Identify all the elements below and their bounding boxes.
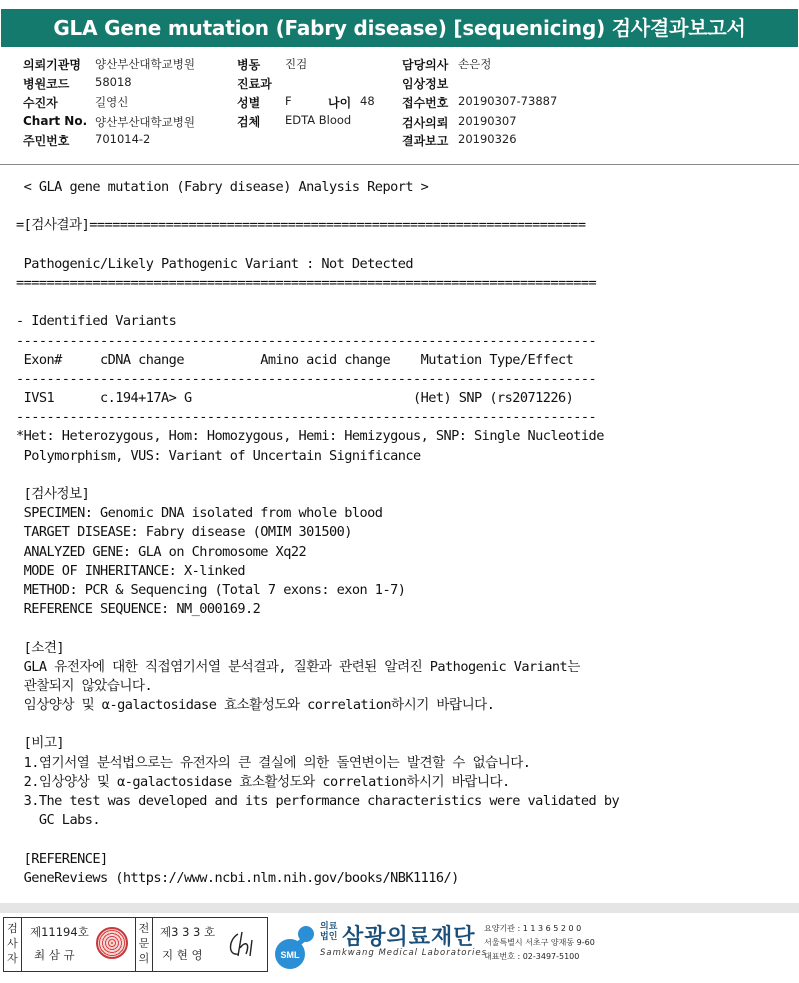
report-line: 관찰되지 않았습니다. (16, 677, 153, 694)
clinical-info-label: 임상정보 (402, 77, 449, 91)
report-line (16, 466, 786, 485)
report-line (16, 619, 786, 638)
hospital-code-value: 58018 (95, 75, 132, 89)
examiner-name: 최 삼 규 (34, 948, 75, 962)
ward-label: 병동 (237, 58, 261, 72)
report-line: =[검사결과]================================================================= (16, 217, 586, 234)
sex-label: 성별 (237, 96, 261, 110)
logo-text: SML (280, 950, 300, 960)
result-date-label: 결과보고 (402, 134, 449, 148)
age-value: 48 (360, 94, 375, 108)
institution-label: 의뢰기관명 (23, 58, 81, 72)
foundation-english-name: Samkwang Medical Laboratories (320, 948, 488, 958)
seal-stamp-icon (96, 927, 128, 959)
report-line: SPECIMEN: Genomic DNA isolated from whole blood (16, 505, 383, 522)
report-title: GLA Gene mutation (Fabry disease) [sequenicing) 검사결과보고서 (1, 9, 798, 47)
contact-info (484, 922, 595, 964)
report-line: Exon# cDNA change Amino acid change Mutation Type/Effect (16, 351, 574, 368)
doctor-label: 담당의사 (402, 58, 449, 72)
report-line: [검사정보] (16, 486, 90, 502)
specimen-value: EDTA Blood (285, 113, 352, 127)
request-date-value: 20190307 (458, 114, 517, 128)
report-line: Pathogenic/Likely Pathogenic Variant : Not Detected (16, 255, 413, 272)
patient-info-block (0, 55, 799, 155)
report-line: REFERENCE SEQUENCE: NM_000169.2 (16, 601, 261, 618)
report-line: MODE OF INHERITANCE: X-linked (16, 562, 246, 579)
report-line: 1.염기서열 분석법으로는 유전자의 큰 결실에 의한 돌연변이는 발견할 수 없습니다. (16, 754, 531, 771)
report-line: ---------------------------------------------------------------------------- (16, 409, 597, 426)
ward-value: 진검 (285, 57, 308, 71)
report-line (16, 197, 786, 216)
report-line: GLA 유전자에 대한 직접염기서열 분석결과, 질환과 관련된 알려진 Pathogenic Variant는 (16, 658, 580, 675)
specialist-vertical-label: 전 문 의 (135, 918, 153, 971)
specialist-license-no: 제3 3 3 호 (160, 925, 216, 939)
chart-no-value: 양산부산대학교병원 (95, 115, 195, 129)
report-line (16, 236, 786, 255)
hospital-code-label: 병원코드 (23, 77, 70, 91)
report-line: TARGET DISEASE: Fabry disease (OMIM 301500) (16, 524, 352, 541)
report-line: [비고] (16, 735, 65, 752)
report-line (16, 293, 786, 312)
foundation-type: 의료 법인 (320, 922, 338, 942)
report-line: *Het: Heterozygous, Hom: Homozygous, Hemi: Hemizygous, SNP: Single Nucleotide (16, 428, 604, 445)
receipt-no-label: 접수번호 (402, 96, 449, 110)
sex-value: F (285, 94, 292, 108)
header-divider (0, 164, 799, 165)
specialist-name: 지 현 영 (162, 948, 203, 962)
examiner-vertical-label: 검 사 자 (4, 918, 22, 971)
report-line: - Identified Variants (16, 313, 177, 330)
report-line: GeneReviews (https://www.ncbi.nlm.nih.gov/books/NBK1116/) (16, 869, 459, 886)
patient-label: 수진자 (23, 96, 58, 110)
result-date-value: 20190326 (458, 132, 517, 146)
report-line: [REFERENCE] (16, 850, 108, 867)
age-label: 나이 (328, 96, 352, 110)
dept-label: 진료과 (237, 77, 272, 91)
report-line: GC Labs. (16, 812, 100, 829)
institution-number: 요양기관 : 1 1 3 6 5 2 0 0 (484, 924, 582, 933)
report-line: 임상양상 및 α-galactosidase 효소활성도와 correlation하시기 바랍니다. (16, 697, 495, 714)
report-line: Polymorphism, VUS: Variant of Uncertain Significance (16, 447, 421, 464)
address: 서울특별시 서초구 양재동 9-60 (484, 938, 595, 947)
report-line (16, 715, 786, 734)
signature-box (3, 917, 268, 972)
examiner-license-no: 제11194호 (30, 925, 89, 939)
specimen-label: 검체 (237, 115, 261, 129)
resident-no-value: 701014-2 (95, 132, 151, 146)
footer-separator (0, 903, 799, 913)
resident-no-label: 주민번호 (23, 134, 70, 148)
chart-no-label: Chart No. (23, 114, 88, 128)
report-line: IVS1 c.194+17A> G (Het) SNP (rs2071226) (16, 390, 574, 407)
phone: 대표번호 : 02-3497-5100 (484, 952, 580, 961)
report-line: < GLA gene mutation (Fabry disease) Analysis Report > (16, 179, 429, 195)
signature-icon (224, 926, 260, 962)
report-line: 3.The test was developed and its performance characteristics were validated by (16, 793, 620, 809)
report-line: ANALYZED GENE: GLA on Chromosome Xq22 (16, 543, 307, 560)
report-line: METHOD: PCR & Sequencing (Total 7 exons: exon 1-7) (16, 581, 406, 598)
report-line: ---------------------------------------------------------------------------- (16, 332, 597, 349)
report-line: [소견] (16, 639, 65, 656)
patient-value: 길영신 (95, 95, 129, 109)
report-body (16, 178, 786, 898)
report-line: ---------------------------------------------------------------------------- (16, 370, 597, 387)
institution-value: 양산부산대학교병원 (95, 57, 195, 71)
request-date-label: 검사의뢰 (402, 116, 449, 130)
doctor-value: 손은정 (458, 57, 492, 71)
foundation-name: 삼광의료재단 (342, 925, 476, 950)
report-line (16, 830, 786, 849)
report-line: ============================================================================ (16, 274, 597, 291)
report-line: 2.임상양상 및 α-galactosidase 효소활성도와 correlation하시기 바랍니다. (16, 773, 510, 790)
receipt-no-value: 20190307-73887 (458, 94, 558, 108)
